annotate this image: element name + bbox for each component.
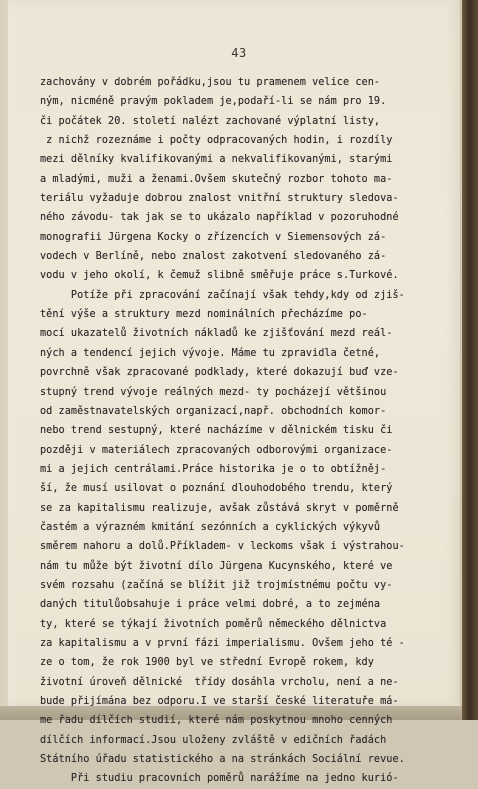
text-line: ze o tom, že rok 1900 byl ve střední Evropě rokem, kdy — [40, 657, 374, 669]
text-line: tění výše a struktury mezd nominálních přecházíme po- — [40, 309, 368, 321]
text-line: za kapitalismu a v první fázi imperialismu. Ovšem jeho té - — [40, 637, 405, 649]
text-line: stupný trend vývoje reálných mezd- ty pocházejí většinou — [40, 386, 387, 398]
text-line: ného závodu- tak jak se to ukázalo například v pozoruhodné — [40, 212, 399, 224]
text-line: ší, že musí usilovat o poznání dlouhodobého trendu, který — [40, 483, 393, 495]
text-line: později v materiálech zpracovaných odborovými organizace- — [40, 444, 393, 456]
text-line: svém rozsahu (začíná se blížit již trojmístnému počtu vy- — [40, 579, 393, 591]
text-line: Potíže při zpracování začínají však tehdy,kdy od zjiš- — [40, 289, 405, 301]
text-line: od zaměstnavatelských organizací,např. obchodních komor- — [40, 405, 387, 417]
text-line: zachovány v dobrém pořádku,jsou tu pramenem velice cen- — [40, 77, 381, 88]
text-line: ných a tendencí jejich vývoje. Máme tu zpravidla četné, — [40, 347, 381, 359]
text-line: Státního úřadu statistického a na stránkách Sociální revue. — [40, 754, 405, 766]
text-line: vodu v jeho okolí, k čemuž slibně směřuje práce s.Turkové. — [40, 270, 399, 282]
text-line: teriálu vyžaduje dobrou znalost vnitřní struktury sledova- — [40, 193, 399, 205]
text-line: mezi dělníky kvalifikovanými a nekvalifikovanými, starými — [40, 154, 393, 166]
text-line: Při studiu pracovních poměrů narážíme na jedno kuriό- — [40, 773, 399, 785]
text-line: či počátek 20. století nalézt zachované výplatní listy, — [40, 115, 381, 127]
text-line: směrem nahoru a dolů.Příkladem- v leckoms však i výstrahou- — [40, 541, 405, 553]
text-line: dílčích informací.Jsou uloženy zvláště v edičních řadách — [40, 734, 387, 746]
text-line: daných titulůobsahuje i práce velmi dobré, a to zejména — [40, 599, 381, 611]
text-line: nám tu může být životní dílo Jürgena Kucynského, které ve — [40, 560, 393, 572]
text-line: ným, nicméně pravým pokladem je,podaří-li se nám pro 19. — [40, 96, 387, 108]
text-line: povrchně však zpracované podklady, které dokazují buď vze- — [40, 367, 399, 379]
text-line: z nichž rozeznáme i počty odpracovaných hodin, i rozdíly — [40, 135, 393, 147]
text-line: me řadu dílčích studií, které nám poskytnou mnoho cenných — [40, 715, 393, 727]
text-line: ty, které se týkají životních poměrů německého dělnictva — [40, 618, 387, 630]
body-text — [40, 73, 460, 789]
text-line: se za kapitalismu realizuje, avšak zůstává skryt v poměrně — [40, 502, 399, 514]
text-line: a mladými, muži a ženami.Ovšem skutečný rozbor tohoto ma- — [40, 173, 393, 185]
text-line: mi a jejich centrálami.Práce historika je o to obtížněj- — [40, 463, 387, 475]
page-number: 43 — [231, 46, 247, 60]
text-line: častém a výrazném kmitání sezónních a cyklických výkyvů — [40, 521, 381, 533]
text-line: bude přijímána bez odporu.I ve starší české literatuře má- — [40, 696, 399, 707]
text-line: životní úroveň dělnické třídy dosáhla vrcholu, není a ne- — [40, 676, 399, 688]
book-binding-edge — [462, 0, 478, 720]
text-line: mocí ukazatelů životních nákladů ke zjišťování mezd reál- — [40, 328, 393, 340]
text-line: monografii Jürgena Kocky o zřízencích v Siemensových zá- — [40, 231, 387, 243]
text-line: vodech v Berlíně, nebo znalost zakotvení sledovaného zá- — [40, 251, 387, 263]
text-line: nebo trend sestupný, které nacházíme v dělnickém tisku či — [40, 425, 393, 437]
